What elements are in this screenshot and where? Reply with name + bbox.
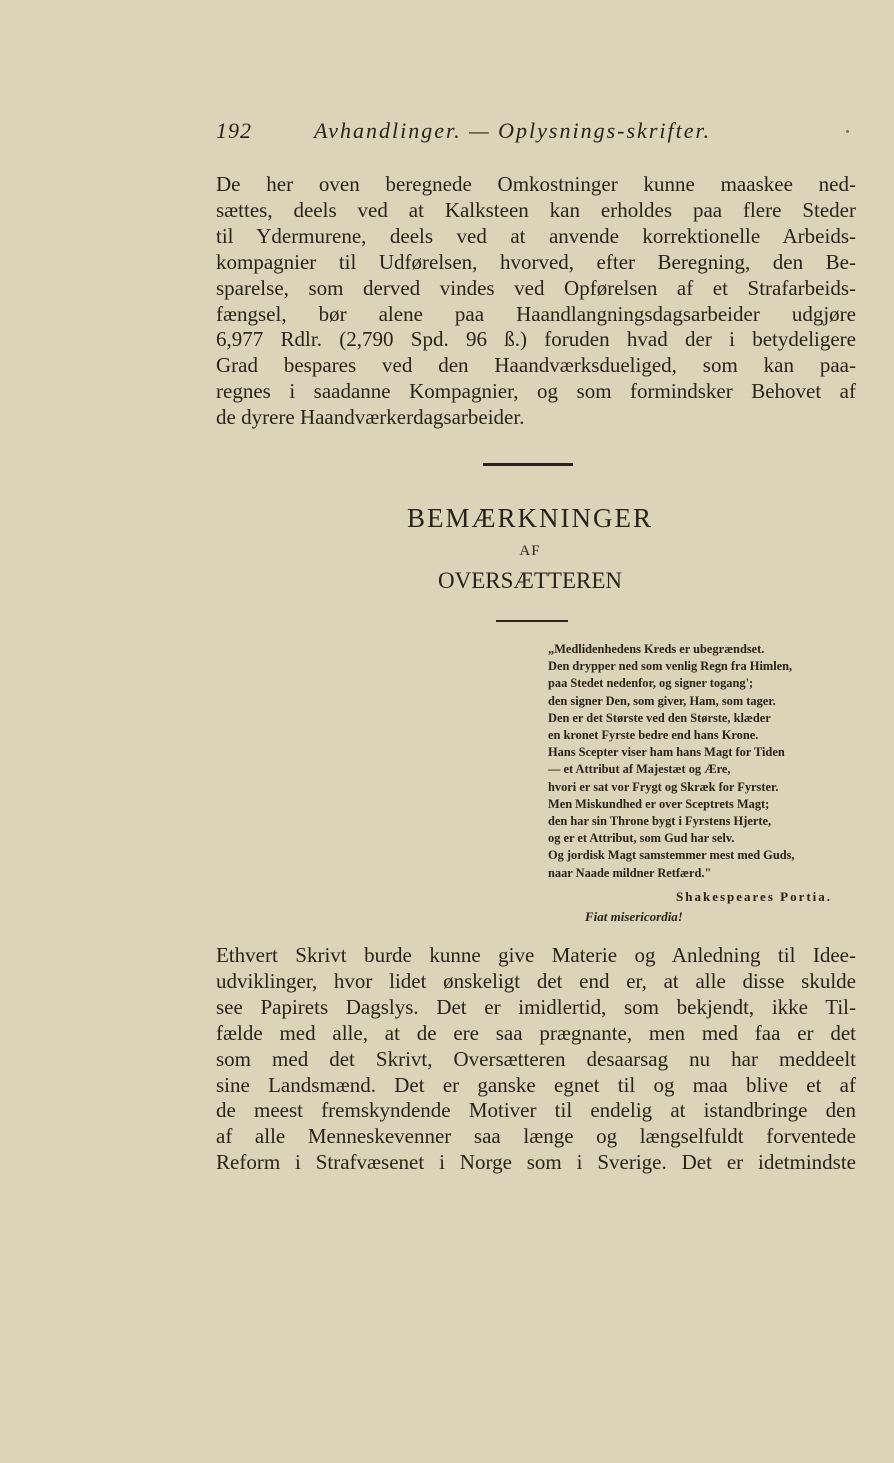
epigraph-line: en kronet Fyrste bedre end hans Krone. <box>548 728 759 743</box>
text-line: sparelse, som derved vindes ved Opførelsen af et Strafarbeids- <box>216 275 856 300</box>
print-speck <box>846 130 849 133</box>
section-title-connector: AF <box>519 543 541 559</box>
running-head: Avhandlinger. — Oplysnings-skrifter. <box>314 118 712 143</box>
epigraph-line: Hans Scepter viser ham hans Magt for Tiden <box>548 745 785 760</box>
section-subtitle: OVERSÆTTEREN <box>438 568 622 593</box>
text-line: Ethvert Skrivt burde kunne give Materie og Anledning til Idee- <box>216 943 856 967</box>
text-line: 6,977 Rdlr. (2,790 Spd. 96 ß.) foruden hvad der i betydeligere <box>216 327 856 352</box>
epigraph-line: hvori er sat vor Frygt og Skræk for Fyrster. <box>548 779 779 794</box>
text-line: sættes, deels ved at Kalksteen kan erholdes paa flere Steder <box>216 197 856 222</box>
paragraph-translator-remarks <box>216 943 856 1176</box>
section-divider-top <box>483 463 573 466</box>
epigraph-line: Men Miskundhed er over Sceptrets Magt; <box>548 796 770 811</box>
text-line: de dyrere Haandværkerdagsarbeider. <box>216 405 525 430</box>
text-line: til Ydermurene, deels ved at anvende korrektionelle Arbeids- <box>216 223 856 248</box>
text-line: udviklinger, hvor lidet ønskeligt det end er, at alle disse skulde <box>216 968 856 993</box>
epigraph-line: den har sin Throne bygt i Fyrstens Hjerte, <box>548 814 772 829</box>
epigraph-line: Og jordisk Magt samstemmer mest med Guds, <box>548 848 795 863</box>
epigraph-attribution: Shakespeares Portia. <box>676 889 833 904</box>
text-line: sine Landsmænd. Det er ganske egnet til og maa blive et af <box>216 1072 856 1097</box>
text-line: De her oven beregnede Omkostninger kunne maaskee ned- <box>216 172 856 196</box>
epigraph-line: Den drypper ned som venlig Regn fra Himlen, <box>548 659 793 674</box>
text-line: som med det Skrivt, Oversætteren desaarsag nu har meddeelt <box>216 1046 856 1071</box>
text-line: regnes i saadanne Kompagnier, og som formindsker Behovet af <box>216 379 856 404</box>
epigraph-line: den signer Den, som giver, Ham, som tager. <box>548 693 776 708</box>
page-header <box>216 118 856 152</box>
epigraph-line: — et Attribut af Majestæt og Ære, <box>548 762 731 777</box>
epigraph-line: Den er det Største ved den Største, klæder <box>548 710 771 725</box>
section-divider-bottom <box>496 620 568 622</box>
text-line: fængsel, bør alene paa Haandlangningsdagsarbeider udgjøre <box>216 301 856 326</box>
page-number: 192 <box>216 118 252 143</box>
epigraph-line: paa Stedet nedenfor, og signer togang'; <box>548 676 754 691</box>
epigraph-line: „Medlidenhedens Kreds er ubegrændset. <box>548 642 765 656</box>
text-line: fælde med alle, at de ere saa prægnante, men med faa er det <box>216 1020 856 1045</box>
epigraph <box>548 641 858 882</box>
text-line: af alle Menneskevenner saa længe og længselfuldt forventede <box>216 1124 856 1149</box>
text-line: Reform i Strafvæsenet i Norge som i Sverige. Det er idetmindste <box>216 1150 856 1175</box>
epigraph-motto: Fiat misericordia! <box>585 909 683 924</box>
paragraph-costs <box>216 172 856 431</box>
text-line: Grad bespares ved den Haandværksdueliged, som kan paa- <box>216 353 856 378</box>
text-line: see Papirets Dagslys. Det er imidlertid, som bekjendt, ikke Til- <box>216 994 856 1019</box>
text-line: de meest fremskyndende Motiver til endelig at istandbringe den <box>216 1098 856 1123</box>
text-line: kompagnier til Udførelsen, hvorved, efter Beregning, den Be- <box>216 249 856 274</box>
epigraph-line: og er et Attribut, som Gud har selv. <box>548 831 735 846</box>
section-title: BEMÆRKNINGER <box>406 503 653 533</box>
epigraph-line: naar Naade mildner Retfærd." <box>548 865 712 880</box>
